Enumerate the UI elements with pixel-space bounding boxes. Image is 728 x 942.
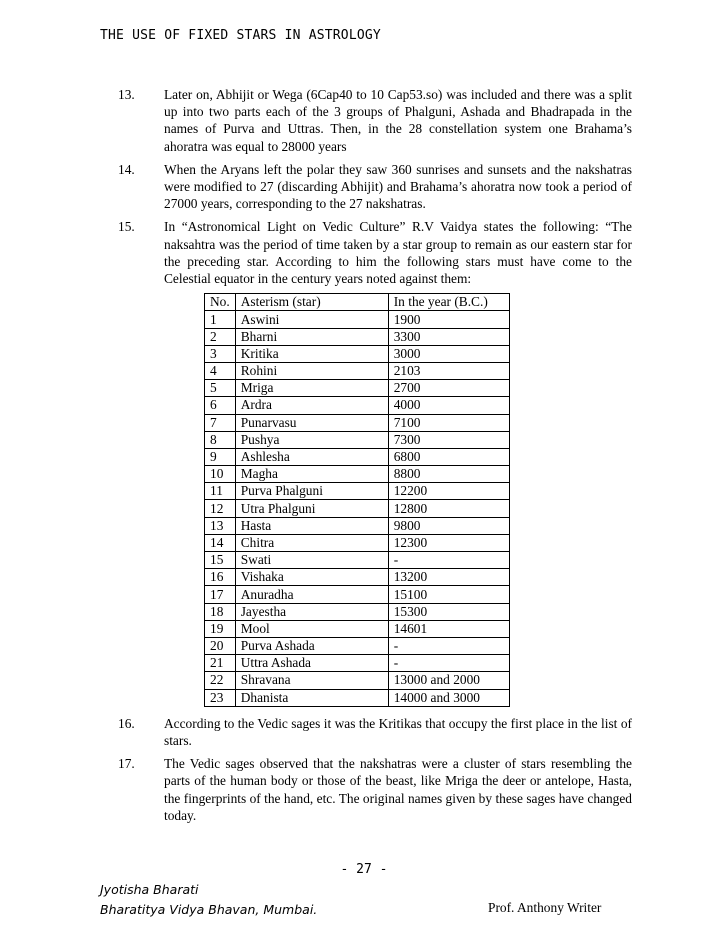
cell-asterism: Chitra xyxy=(235,534,388,551)
cell-asterism: Vishaka xyxy=(235,569,388,586)
item-number: 17. xyxy=(118,756,135,772)
item-text: In “Astronomical Light on Vedic Culture” R.V Vaidya states the following: “The naksahtra was the period of time taken by a star group to remain as our eastern star for the preceding star. According to him the following stars must have come to the Celestial equator in the century years noted against them: xyxy=(164,219,632,287)
list-item xyxy=(118,218,632,287)
table-row xyxy=(205,569,510,586)
cell-asterism: Ashlesha xyxy=(235,448,388,465)
table-row xyxy=(205,345,510,362)
cell-year: 3000 xyxy=(388,345,509,362)
item-number: 13. xyxy=(118,87,135,102)
item-text: The Vedic sages observed that the nakshatras were a cluster of stars resembling the parts of the human body or those of the beast, like Mriga the deer or antelope, Hasta, the fingerprints of the hand, etc. The original names given by these sages have changed today. xyxy=(164,756,632,823)
cell-no: 17 xyxy=(205,586,236,603)
cell-no: 21 xyxy=(205,655,236,672)
footer-publication: Jyotisha Bharati xyxy=(100,882,199,897)
cell-year: - xyxy=(388,637,509,654)
cell-no: 5 xyxy=(205,380,236,397)
cell-no: 18 xyxy=(205,603,236,620)
cell-year: 15300 xyxy=(388,603,509,620)
cell-no: 6 xyxy=(205,397,236,414)
cell-year: - xyxy=(388,552,509,569)
cell-no: 1 xyxy=(205,311,236,328)
cell-no: 2 xyxy=(205,328,236,345)
table-row xyxy=(205,689,510,706)
table-row xyxy=(205,328,510,345)
cell-no: 16 xyxy=(205,569,236,586)
list-item xyxy=(118,715,632,749)
table-row xyxy=(205,637,510,654)
footer-publisher: Bharatitya Vidya Bhavan, Mumbai. xyxy=(100,902,318,917)
cell-no: 10 xyxy=(205,466,236,483)
cell-no: 13 xyxy=(205,517,236,534)
cell-year: 3300 xyxy=(388,328,509,345)
cell-asterism: Uttra Ashada xyxy=(235,655,388,672)
table-row xyxy=(205,466,510,483)
cell-year: 2700 xyxy=(388,380,509,397)
item-text: According to the Vedic sages it was the Kritikas that occupy the first place in the list of stars. xyxy=(164,715,632,748)
item-number: 14. xyxy=(118,161,135,177)
cell-asterism: Dhanista xyxy=(235,689,388,706)
list-item xyxy=(118,86,632,155)
table-body xyxy=(205,311,510,706)
cell-asterism: Mool xyxy=(235,620,388,637)
cell-year: 7100 xyxy=(388,414,509,431)
table-row xyxy=(205,380,510,397)
cell-year: 6800 xyxy=(388,448,509,465)
cell-year: 2103 xyxy=(388,362,509,379)
cell-asterism: Shravana xyxy=(235,672,388,689)
cell-no: 15 xyxy=(205,552,236,569)
column-header-no: No. xyxy=(205,294,236,311)
item-text: Later on, Abhijit or Wega (6Cap40 to 10 Cap53.so) was included and there was a split up into two parts each of the 3 groups of Phalguni, Ashada and Bhadrapada in the names of Purva and Uttras. Then, in the 28 constellation system one Brahama’s ahoratra was equal to 28000 years xyxy=(164,87,632,154)
cell-no: 19 xyxy=(205,620,236,637)
page-header-title: THE USE OF FIXED STARS IN ASTROLOGY xyxy=(100,28,381,43)
item-text: When the Aryans left the polar they saw 360 sunrises and sunsets and the nakshatras were modified to 27 (discarding Abhijit) and Brahama’s ahoratra now took a period of 27000 years, corresponding to the 27 nakshatras. xyxy=(164,161,632,212)
table-row xyxy=(205,517,510,534)
numbered-items xyxy=(118,86,632,830)
table-row xyxy=(205,500,510,517)
cell-asterism: Hasta xyxy=(235,517,388,534)
cell-no: 12 xyxy=(205,500,236,517)
cell-no: 14 xyxy=(205,534,236,551)
cell-asterism: Aswini xyxy=(235,311,388,328)
cell-year: 13000 and 2000 xyxy=(388,672,509,689)
cell-asterism: Pushya xyxy=(235,431,388,448)
table-row xyxy=(205,603,510,620)
cell-asterism: Utra Phalguni xyxy=(235,500,388,517)
table-row xyxy=(205,552,510,569)
cell-asterism: Ardra xyxy=(235,397,388,414)
cell-asterism: Jayestha xyxy=(235,603,388,620)
cell-asterism: Bharni xyxy=(235,328,388,345)
table-row xyxy=(205,362,510,379)
cell-no: 9 xyxy=(205,448,236,465)
cell-asterism: Kritika xyxy=(235,345,388,362)
cell-year: 9800 xyxy=(388,517,509,534)
cell-year: 12300 xyxy=(388,534,509,551)
cell-year: 15100 xyxy=(388,586,509,603)
cell-year: 14000 and 3000 xyxy=(388,689,509,706)
cell-asterism: Purva Ashada xyxy=(235,637,388,654)
table-row xyxy=(205,672,510,689)
list-item xyxy=(118,161,632,213)
table-header-row xyxy=(205,294,510,311)
cell-year: 1900 xyxy=(388,311,509,328)
table-row xyxy=(205,586,510,603)
footer-author: Prof. Anthony Writer xyxy=(488,900,602,915)
page-number: - 27 - xyxy=(340,862,388,877)
table-row xyxy=(205,448,510,465)
cell-year: 13200 xyxy=(388,569,509,586)
table-row xyxy=(205,397,510,414)
cell-no: 22 xyxy=(205,672,236,689)
cell-asterism: Anuradha xyxy=(235,586,388,603)
cell-year: 12200 xyxy=(388,483,509,500)
cell-asterism: Rohini xyxy=(235,362,388,379)
cell-no: 7 xyxy=(205,414,236,431)
cell-no: 23 xyxy=(205,689,236,706)
cell-asterism: Punarvasu xyxy=(235,414,388,431)
cell-no: 8 xyxy=(205,431,236,448)
cell-year: 4000 xyxy=(388,397,509,414)
cell-asterism: Mriga xyxy=(235,380,388,397)
item-number: 16. xyxy=(118,715,135,731)
table-row xyxy=(205,414,510,431)
table-row xyxy=(205,620,510,637)
list-item xyxy=(118,755,632,824)
cell-no: 3 xyxy=(205,345,236,362)
column-header-year: In the year (B.C.) xyxy=(388,294,509,311)
table-row xyxy=(205,311,510,328)
cell-year: 8800 xyxy=(388,466,509,483)
column-header-asterism: Asterism (star) xyxy=(235,294,388,311)
cell-year: 14601 xyxy=(388,620,509,637)
cell-no: 11 xyxy=(205,483,236,500)
cell-year: 12800 xyxy=(388,500,509,517)
footer-publication-block xyxy=(100,880,317,920)
cell-asterism: Swati xyxy=(235,552,388,569)
cell-no: 4 xyxy=(205,362,236,379)
cell-asterism: Magha xyxy=(235,466,388,483)
cell-asterism: Purva Phalguni xyxy=(235,483,388,500)
table-row xyxy=(205,431,510,448)
table-row xyxy=(205,534,510,551)
cell-year: - xyxy=(388,655,509,672)
item-number: 15. xyxy=(118,219,135,235)
table-row xyxy=(205,483,510,500)
table-row xyxy=(205,655,510,672)
asterism-table xyxy=(204,293,510,707)
cell-year: 7300 xyxy=(388,431,509,448)
cell-no: 20 xyxy=(205,637,236,654)
